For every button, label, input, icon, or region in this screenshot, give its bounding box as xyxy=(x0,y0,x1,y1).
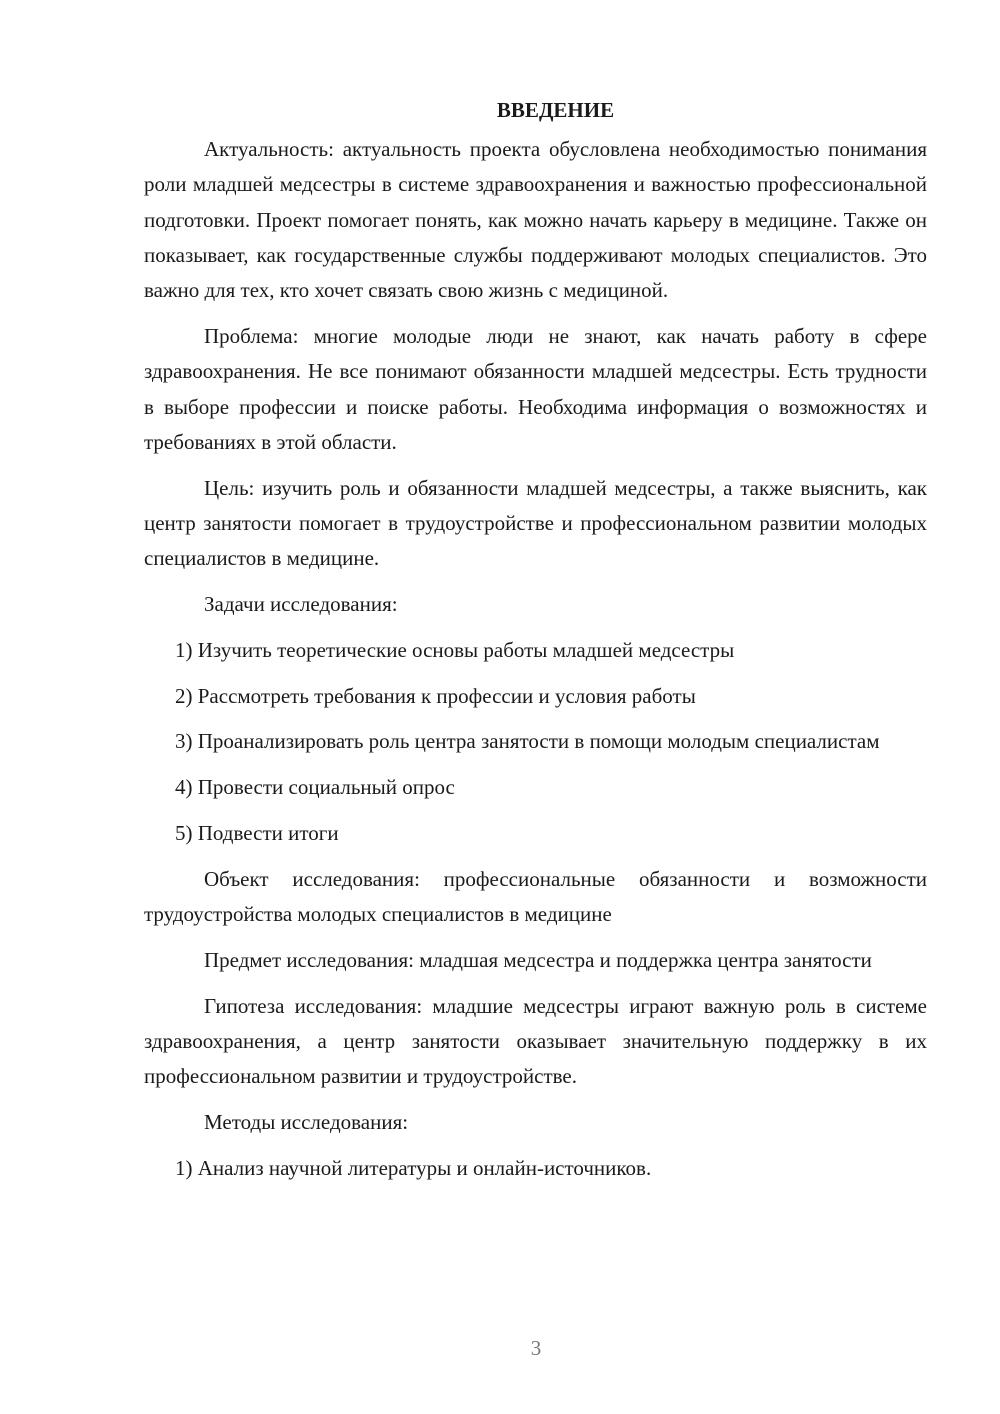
task-item-2: 2) Рассмотреть требования к профессии и условия работы xyxy=(175,683,696,708)
task-item-3: 3) Проанализировать роль центра занятости в помощи молодым специалистам xyxy=(175,729,880,754)
method-item-1: 1) Анализ научной литературы и онлайн-источников. xyxy=(175,1155,652,1180)
page-title: ВВЕДЕНИЕ xyxy=(496,98,615,122)
paragraph-problem: Проблема: многие молодые люди не знают, как начать работу в сфере здравоохранения. Не все понимают обязанности младшей медсестры. Есть трудности в выборе профессии и поиске работы. Необходима информация о возможностях и требованиях в этой области. xyxy=(144,323,927,454)
paragraph-goal: Цель: изучить роль и обязанности младшей медсестры, а также выяснить, как центр занятости помогает в трудоустройстве и профессиональном развитии молодых специалистов в медицине. xyxy=(144,475,927,571)
task-item-1: 1) Изучить теоретические основы работы младшей медсестры xyxy=(175,637,735,662)
paragraph-relevance: Актуальность: актуальность проекта обусловлена необходимостью понимания роли младшей медсестры в системе здравоохранения и важностью профессиональной подготовки. Проект помогает понять, как можно начать карьеру в медицине. Также он показывает, как государственные службы поддерживают молодых специалистов. Это важно для тех, кто хочет связать свою жизнь с медициной. xyxy=(144,137,927,303)
tasks-heading: Задачи исследования: xyxy=(204,592,398,617)
paragraph-subject: Предмет исследования: младшая медсестра и поддержка центра занятости xyxy=(204,947,872,972)
task-item-5: 5) Подвести итоги xyxy=(175,821,339,846)
page-number: 3 xyxy=(530,1336,542,1360)
paragraph-hypothesis: Гипотеза исследования: младшие медсестры играют важную роль в системе здравоохранения, а центр занятости оказывает значительную поддержку в их профессиональном развитии и трудоустройстве. xyxy=(144,993,927,1089)
task-item-4: 4) Провести социальный опрос xyxy=(175,775,455,800)
methods-heading: Методы исследования: xyxy=(204,1110,409,1135)
paragraph-object: Объект исследования: профессиональные обязанности и возможности трудоустройства молодых специалистов в медицине xyxy=(144,866,927,927)
